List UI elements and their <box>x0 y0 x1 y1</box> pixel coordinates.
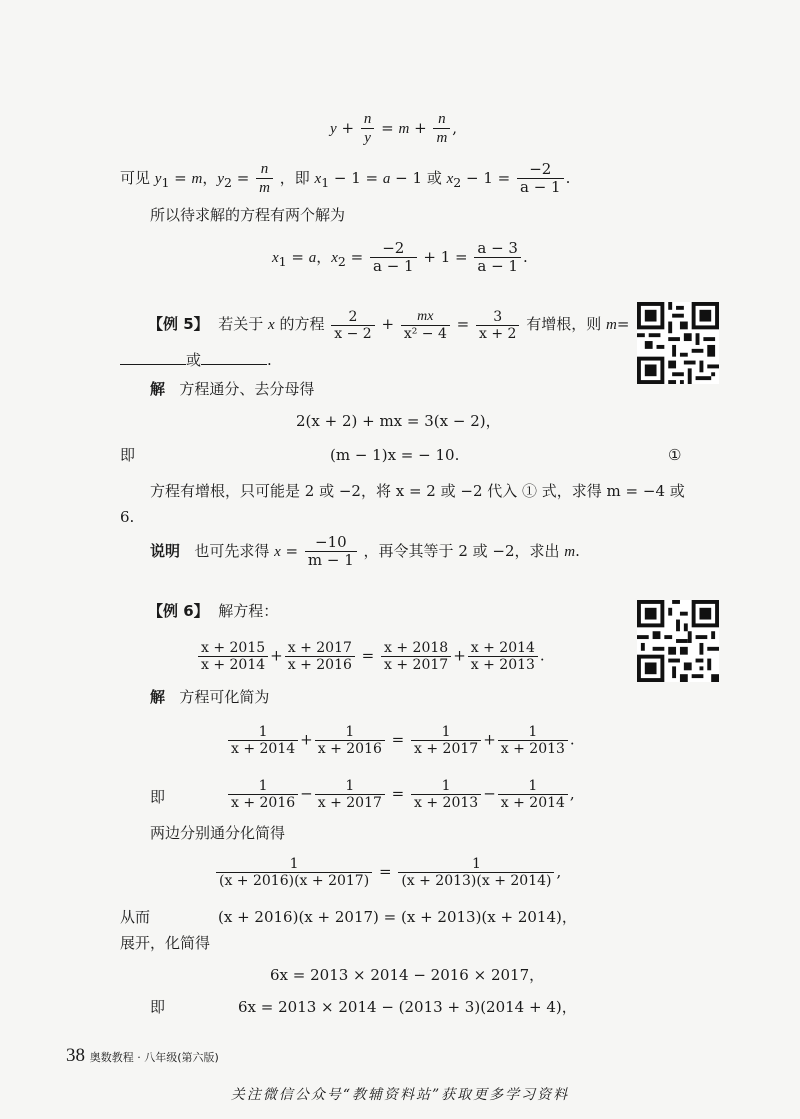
equation-5b-label: 即 <box>120 446 136 464</box>
example-5-blanks: 或 . <box>120 353 272 368</box>
paragraph-5-cont: 6. <box>120 508 135 526</box>
equation-5b: (m − 1)x = − 10. <box>330 446 460 464</box>
equation-y: y + $\frac{n}{y}$ = m + $\frac{n}{m}$ , <box>330 111 458 147</box>
equation-5a: 2(x + 2) + mx = 3(x − 2)， <box>296 412 501 430</box>
qr-code-2 <box>637 600 719 682</box>
equation-6e: (x + 2016)(x + 2017) = (x + 2013)(x + 2014)， <box>218 908 577 926</box>
example-5-problem: 【例 5】 若关于 x 的方程 $\frac{2}{x - 2}$ + $\frac{mx}{\text{x² − 4}}$ = $\frac{3}{x + 2}$ 有增根，则 m= <box>148 308 630 343</box>
equation-6e-label: 从而 <box>120 908 151 926</box>
answer-blank-2 <box>201 354 267 365</box>
equation-6f: 6x = 2013 × 2014 − 2016 × 2017， <box>270 966 545 984</box>
equation-6: $\frac{x + 2015}{x + 2014}$ + $\frac{x + 2017}{x + 2016}$ = $\frac{x + 2018}{x + 2017}$ + $\frac{x + 2014}{x + 2013}$ . <box>196 640 545 673</box>
paragraph-5: 方程有增根，只可能是 2 或 −2，将 x = 2 或 −2 代入 ① 式，求得 m = −4 或 <box>150 482 685 500</box>
solution-6-intro: 解 方程可化简为 <box>150 688 270 706</box>
solution-5-intro: 解 方程通分、去分母得 <box>150 380 315 398</box>
page-footer <box>66 1046 219 1065</box>
equation-solutions: $x_1 = a$，$x_2$ = $\frac{-2}{a - 1}$ + 1 = $\frac{a - 3}{a - 1}$ . <box>272 239 528 276</box>
text-tongfen: 两边分别通分化简得 <box>150 824 286 842</box>
note-5: 说明 也可先求得 x = $\frac{-10}{m - 1}$ ，再令其等于 2 或 −2，求出 m. <box>150 533 580 570</box>
text-zhankai: 展开，化简得 <box>120 934 211 952</box>
equation-6c-label: 即 <box>150 788 166 806</box>
page-number: 38 <box>66 1045 85 1066</box>
equation-6d: $\frac{1}{(x + 2016)(x + 2017)}$ = $\frac{1}{(x + 2013)(x + 2014)}$ , <box>214 856 561 889</box>
text-two-solutions: 所以待求解的方程有两个解为 <box>150 206 346 224</box>
equation-6b: $\frac{1}{x + 2014}$ + $\frac{1}{x + 2016}$ = $\frac{1}{x + 2017}$ + $\frac{1}{x + 2013}$ . <box>226 724 575 757</box>
solution-line-y: 可见 $y_1 = m$，$y_2$ = $\frac{n}{m}$ ，即 $x_1 - 1 = a - 1$ 或 $x_2 - 1$ = $\frac{-2}{a - 1}$ . <box>120 160 571 197</box>
answer-blank-1 <box>120 354 186 365</box>
equation-6g: 6x = 2013 × 2014 − (2013 + 3)(2014 + 4)， <box>238 998 577 1016</box>
handwritten-signature: 关注微信公众号“教辅资料站”获取更多学习资料 <box>230 1087 570 1103</box>
example-6-problem: 【例 6】 解方程： <box>148 602 279 620</box>
qr-code-1 <box>637 302 719 384</box>
book-title: 奥数教程 · 八年级(第六版) <box>89 1051 219 1064</box>
equation-6g-label: 即 <box>150 998 166 1016</box>
equation-number-1: ① <box>668 446 682 464</box>
equation-6c: $\frac{1}{x + 2016}$ − $\frac{1}{x + 2017}$ = $\frac{1}{x + 2013}$ − $\frac{1}{x + 2014}$ , <box>226 778 575 811</box>
